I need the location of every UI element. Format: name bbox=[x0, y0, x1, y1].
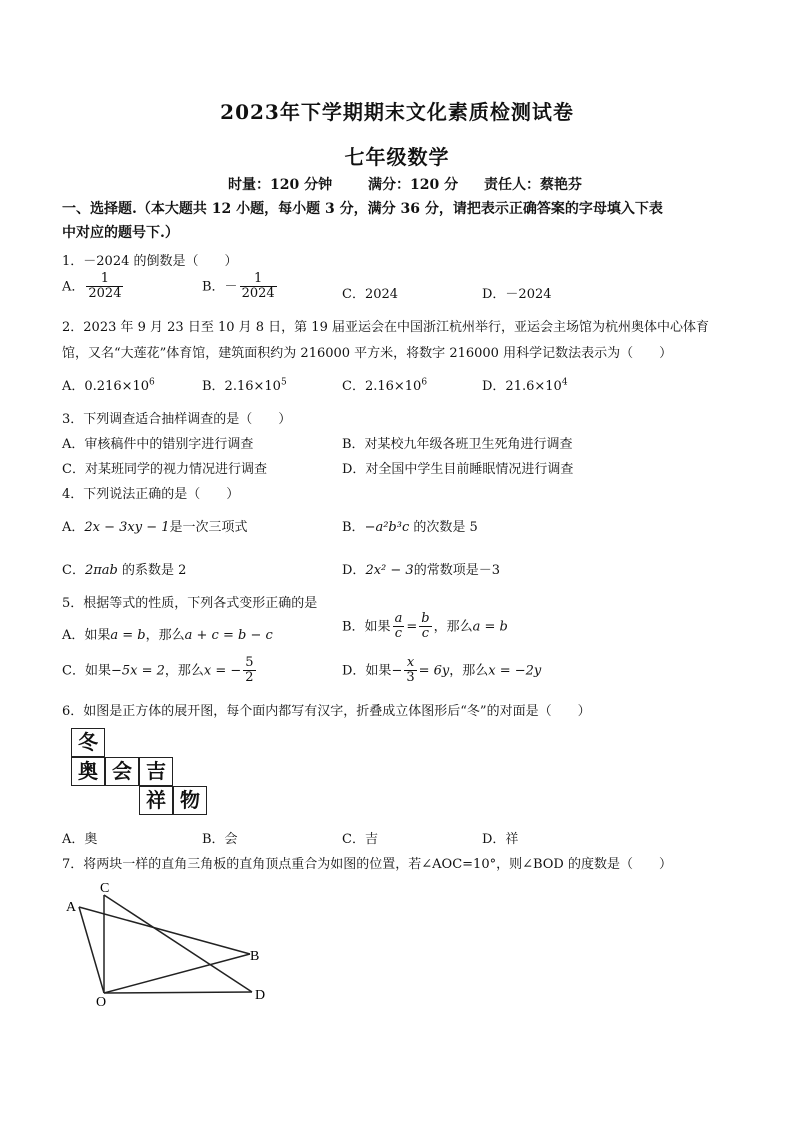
q3-option-d: D．对全国中学生目前睡眠情况进行调查 bbox=[342, 462, 574, 477]
q5-d-fraction bbox=[404, 656, 416, 686]
q4-d-label: D． bbox=[342, 563, 366, 578]
q2-option-a bbox=[62, 375, 155, 394]
q5-c-numerator: 5 bbox=[245, 655, 254, 670]
q4-a-expression: 2x − 3xy − 1 bbox=[84, 520, 170, 535]
q1-a-denominator: 2024 bbox=[88, 286, 122, 302]
q2-line1: 2．2023 年 9 月 23 日至 10 月 8 日，第 19 届亚运会在中国浙江杭州举行，亚运会主场馆为杭州奥体中心体育 bbox=[62, 320, 709, 335]
line-a-o bbox=[79, 907, 104, 993]
q5-option-a bbox=[62, 624, 273, 643]
q3-option-c: C．对某班同学的视力情况进行调查 bbox=[62, 462, 267, 477]
q4-option-a bbox=[62, 516, 248, 535]
q2-option-c bbox=[342, 375, 427, 394]
q5-b-label: B．如果 bbox=[342, 619, 391, 635]
q5-b-connector: ，那么 bbox=[433, 619, 473, 635]
q4-b-expression: −a²b³c bbox=[364, 520, 410, 535]
line-o-d bbox=[104, 992, 252, 993]
q1-b-numerator: 1 bbox=[240, 272, 277, 287]
exam-time: 时量：120 分钟 bbox=[228, 177, 333, 193]
label-a: A bbox=[66, 900, 77, 915]
q5-c-connector: ，那么 bbox=[164, 663, 204, 679]
label-o: O bbox=[96, 995, 107, 1010]
q6-option-c: C．吉 bbox=[342, 832, 378, 847]
q5-a-connector: ，那么 bbox=[145, 628, 185, 643]
q3-stem: 3．下列调查适合抽样调查的是（ ） bbox=[62, 412, 292, 427]
section1-line1: 一、选择题.（本大题共 12 小题，每小题 3 分，满分 36 分，请把表示正确答案的字母填入下表 bbox=[62, 201, 663, 217]
q5-d-result: x = −2y bbox=[488, 663, 542, 679]
q5-d-numerator: x bbox=[404, 656, 416, 671]
q4-b-label: B． bbox=[342, 520, 365, 535]
q3-option-b: B．对某校九年级各班卫生死角进行调查 bbox=[342, 437, 573, 452]
label-b: B bbox=[250, 949, 260, 964]
q2-d-text: D．21.6×10 bbox=[482, 379, 562, 394]
q5-option-c bbox=[62, 656, 258, 686]
q4-a-label: A． bbox=[62, 520, 85, 535]
line-o-b bbox=[104, 954, 250, 993]
exam-author: 责任人：蔡艳芬 bbox=[484, 177, 582, 193]
q1-b-fraction bbox=[240, 272, 277, 302]
exam-score: 满分：120 分 bbox=[368, 177, 459, 193]
q2-c-exponent: 6 bbox=[421, 377, 428, 388]
label-d: D bbox=[255, 988, 266, 1003]
q5-b-result: a = b bbox=[472, 619, 508, 635]
q5-b-left-fraction: $\frac{a}{c}$ bbox=[394, 611, 403, 642]
exam-subtitle: 七年级数学 bbox=[344, 145, 450, 169]
cube-face-hui: 会 bbox=[105, 757, 139, 786]
q1-a-numerator: 1 bbox=[86, 272, 123, 287]
cube-face-xiang: 祥 bbox=[139, 786, 173, 815]
q1-option-b bbox=[202, 272, 279, 302]
q5-c-denominator: 2 bbox=[245, 670, 254, 686]
q5-d-denominator: 3 bbox=[406, 670, 415, 686]
q2-b-text: B．2.16×10 bbox=[202, 379, 281, 394]
q4-d-expression: 2x² − 3 bbox=[365, 563, 414, 578]
q4-option-d bbox=[342, 559, 500, 578]
q2-a-exponent: 6 bbox=[149, 377, 155, 388]
section1-line2: 中对应的题号下.） bbox=[62, 225, 179, 241]
q5-d-connector: ，那么 bbox=[449, 663, 489, 679]
q2-line2: 馆，又名“大莲花”体育馆，建筑面积约为 216000 平方米，将数字 216000 用科学记数法表示为（ ） bbox=[62, 346, 673, 361]
q2-c-text: C．2.16×10 bbox=[342, 379, 422, 394]
line-c-d bbox=[104, 895, 252, 992]
cube-face-ao: 奥 bbox=[71, 757, 105, 786]
q5-c-result: x = − bbox=[203, 663, 242, 679]
q6-stem: 6．如图是正方体的展开图，每个面内都写有汉字，折叠成立体图形后“冬”的对面是（ ） bbox=[62, 704, 591, 719]
q2-a-text: A．0.216×10 bbox=[62, 379, 150, 394]
q5-b-right-fraction: $\frac{b}{c}$ bbox=[421, 611, 430, 642]
cube-face-dong: 冬 bbox=[71, 728, 105, 757]
q4-c-expression: 2πab bbox=[84, 563, 118, 578]
q5-a-condition: a = b bbox=[110, 628, 146, 643]
q5-option-d bbox=[342, 656, 541, 686]
q1-b-label: B．－ bbox=[202, 279, 238, 295]
q4-stem: 4．下列说法正确的是（ ） bbox=[62, 487, 240, 502]
q1-stem: 1．－2024 的倒数是（ ） bbox=[62, 254, 238, 269]
q5-a-result: a + c = b − c bbox=[184, 628, 273, 643]
q2-b-exponent: 5 bbox=[280, 377, 287, 388]
q5-a-label: A．如果 bbox=[62, 628, 111, 643]
q4-c-text: 的系数是 2 bbox=[117, 563, 187, 578]
q3-option-a: A．审核稿件中的错别字进行调查 bbox=[62, 437, 254, 452]
q4-a-text: 是一次三项式 bbox=[169, 520, 248, 535]
q5-stem: 5．根据等式的性质，下列各式变形正确的是 bbox=[62, 596, 318, 611]
q5-option-b: B．如果 $\frac{a}{c}$ = $\frac{b}{c}$ ，那么a = b bbox=[342, 611, 508, 642]
q2-option-d bbox=[482, 375, 568, 394]
q5-d-sign: − bbox=[391, 663, 403, 679]
q1-b-denominator: 2024 bbox=[241, 286, 275, 302]
q1-option-d: D．－2024 bbox=[482, 287, 552, 302]
q4-d-text: 的常数项是－3 bbox=[413, 563, 500, 578]
q5-c-condition: −5x = 2 bbox=[110, 663, 165, 679]
q5-c-fraction bbox=[243, 656, 255, 686]
q5-d-label: D．如果 bbox=[342, 663, 392, 679]
q4-b-text: 的次数是 5 bbox=[409, 520, 478, 535]
q4-option-c bbox=[62, 559, 186, 578]
q1-option-c: C．2024 bbox=[342, 287, 399, 302]
label-c: C bbox=[100, 881, 110, 896]
q6-option-b: B．会 bbox=[202, 832, 238, 847]
q7-stem: 7．将两块一样的直角三角板的直角顶点重合为如图的位置，若∠AOC=10°，则∠BOD 的度数是（ ） bbox=[62, 857, 672, 872]
q6-option-a: A．奥 bbox=[62, 832, 98, 847]
cube-face-wu: 物 bbox=[173, 786, 207, 815]
q1-option-a bbox=[62, 272, 125, 302]
q6-option-d: D．祥 bbox=[482, 832, 519, 847]
q5-d-condition: = 6y bbox=[418, 663, 450, 679]
q4-option-b bbox=[342, 516, 478, 535]
q2-d-exponent: 4 bbox=[561, 377, 568, 388]
cube-face-ji: 吉 bbox=[139, 757, 173, 786]
exam-title: 2023年下学期期末文化素质检测试卷 bbox=[220, 100, 574, 124]
triangle-figure bbox=[62, 878, 282, 1013]
q1-a-fraction bbox=[86, 272, 123, 302]
q1-a-label: A． bbox=[62, 279, 85, 295]
q2-option-b bbox=[202, 375, 287, 394]
q4-c-label: C． bbox=[62, 563, 85, 578]
q5-c-label: C．如果 bbox=[62, 663, 111, 679]
